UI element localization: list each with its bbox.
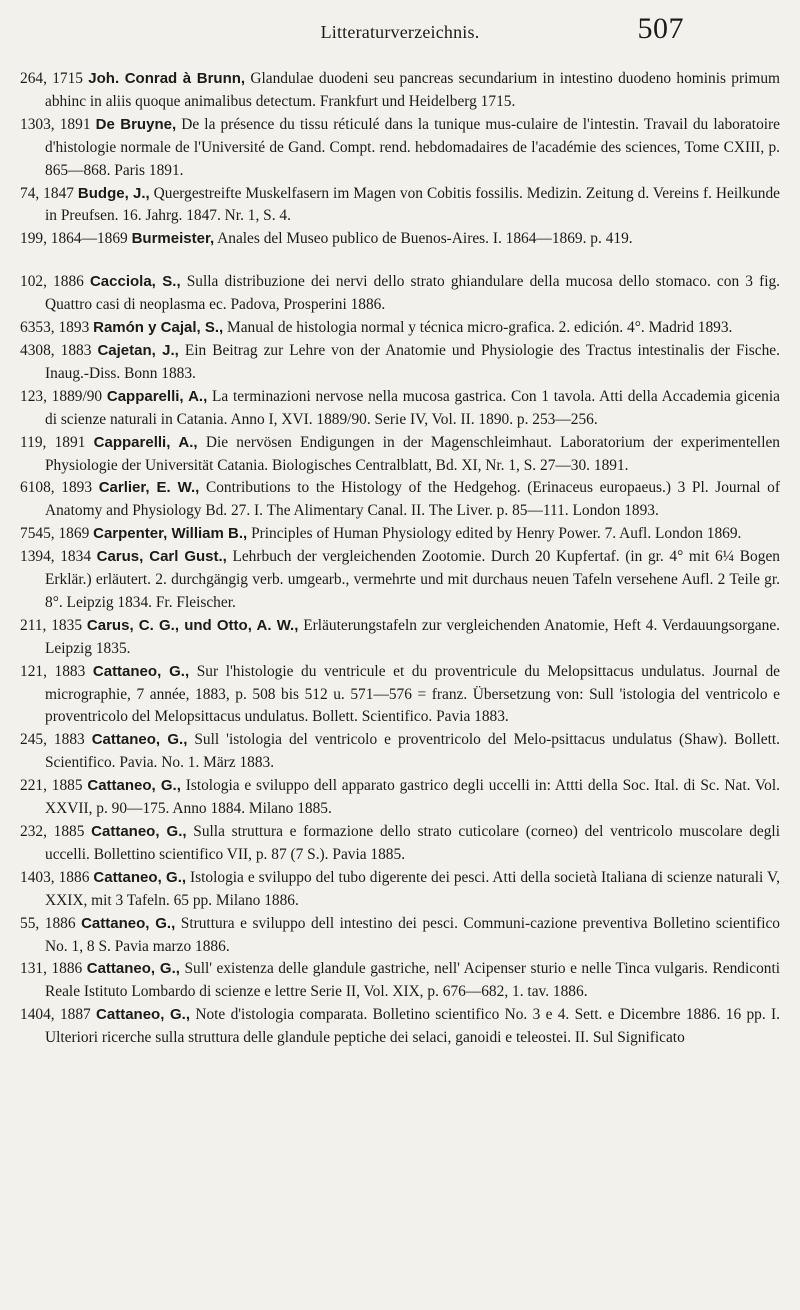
entry-reference: 4308, 1883 bbox=[20, 341, 92, 359]
entry-reference: 245, 1883 bbox=[20, 731, 85, 749]
running-head bbox=[0, 8, 800, 48]
entry-author: Cattaneo, G., bbox=[87, 777, 181, 795]
entry-text: Note d'istologia comparata. Bolletino scientifico No. 3 e 4. Sett. e Dicembre 1886. 16 pp. I. Ulteriori ricerche sulla struttura delle glandule peptiche dei selaci, ganoidi e teleostei. II. Sul Significato bbox=[45, 1006, 780, 1047]
bibliography-entry bbox=[20, 821, 780, 867]
bibliography-entry bbox=[20, 1004, 780, 1050]
entry-author: Joh. Conrad à Brunn, bbox=[88, 70, 246, 87]
entry-text: Manual de histologia normal y técnica micro-grafica. 2. edición. 4°. Madrid 1893. bbox=[227, 319, 733, 337]
bibliography-entry bbox=[20, 615, 780, 661]
entry-text: Istologia e sviluppo dell apparato gastrico degli uccelli in: Attti della Soc. Ital. di Sc. Nat. Vol. XXVII, p. 90—175. Anno 1884. Milano 1885. bbox=[45, 777, 780, 818]
bibliography-entry bbox=[20, 183, 780, 229]
bibliography-entry bbox=[20, 317, 780, 340]
entry-text: Contributions to the Histology of the Hedgehog. (Erinaceus europaeus.) 3 Pl. Journal of Anatomy and Physiology Bd. 27. I. The Alimentary Canal. II. The Liver. p. 85—111. London 1893. bbox=[45, 479, 780, 520]
entry-text: Istologia e sviluppo del tubo digerente dei pesci. Atti della società Italiana di scienze naturali V, XXIX, mit 3 Tafeln. 65 pp. Milano 1886. bbox=[45, 868, 780, 909]
entry-text: La terminazioni nervose nella mucosa gastrica. Con 1 tavola. Atti della Accademia gicenia di scienze naturali in Catania. Anno I, XVI. 1889/90. Serie IV, Vol. II. 1890. p. 253—256. bbox=[45, 387, 780, 428]
entry-reference: 6353, 1893 bbox=[20, 319, 90, 337]
entry-author: Ramón y Cajal, S., bbox=[93, 319, 224, 337]
entry-reference: 232, 1885 bbox=[20, 823, 85, 840]
entry-text: Sur l'histologie du ventricule et du proventricule du Melopsittacus undulatus. Journal de micrographie, 7 année, 1883, p. 508 bis 512 u. 571—576 = franz. Übersetzung von: Sull 'istologia del ventricolo e proventricolo del Melopsittacus undulatus. Bollett. Scientifico. Pavia 1883. bbox=[45, 662, 780, 726]
entry-reference: 119, 1891 bbox=[20, 433, 86, 451]
entry-author: Cajetan, J., bbox=[97, 341, 179, 359]
entry-reference: 6108, 1893 bbox=[20, 479, 93, 497]
bibliography-entry bbox=[20, 958, 780, 1004]
entry-reference: 131, 1886 bbox=[20, 960, 83, 978]
entry-text: De la présence du tissu réticulé dans la tunique mus-culaire de l'intestin. Travail du laboratoire d'histologie normale de l'Université de Gand. Compt. rend. hebdomadaires de l'académie des sciences, Tome CXIII, p. 865—868. Paris 1891. bbox=[45, 115, 780, 179]
bibliography-entry bbox=[20, 913, 780, 959]
bibliography-entry bbox=[20, 68, 780, 114]
entry-author: Cattaneo, G., bbox=[81, 914, 176, 932]
entry-text: Sull 'istologia del ventricolo e proventricolo del Melo-psittacus undulatus (Shaw). Bollett. Scientifico. Pavia. No. 1. März 1883. bbox=[45, 731, 780, 772]
entry-reference: 74, 1847 bbox=[20, 184, 74, 202]
entry-author: Cattaneo, G., bbox=[91, 731, 188, 749]
entry-text: Principles of Human Physiology edited by Henry Power. 7. Aufl. London 1869. bbox=[251, 525, 742, 543]
entry-author: De Bruyne, bbox=[95, 115, 177, 133]
entry-author: Cattaneo, G., bbox=[92, 662, 190, 680]
entry-reference: 1303, 1891 bbox=[20, 115, 91, 133]
entry-author: Capparelli, A., bbox=[93, 433, 198, 451]
entry-text: Erläuterungstafeln zur vergleichenden Anatomie, Heft 4. Verdauungsorgane. Leipzig 1835. bbox=[45, 616, 781, 657]
entry-reference: 199, 1864—1869 bbox=[20, 230, 128, 248]
entry-author: Cattaneo, G., bbox=[93, 868, 187, 886]
bibliography-entry bbox=[20, 114, 780, 183]
running-title: Litteraturverzeichnis. bbox=[320, 22, 480, 42]
entry-text: Anales del Museo publico de Buenos-Aires. I. 1864—1869. p. 419. bbox=[217, 230, 633, 248]
entry-reference: 102, 1886 bbox=[20, 273, 84, 291]
entry-text: Struttura e sviluppo dell intestino dei pesci. Communi-cazione preventiva Bolletino scientifico No. 1, 8 S. Pavia marzo 1886. bbox=[45, 914, 780, 955]
bibliography-entry bbox=[20, 546, 780, 615]
entry-author: Carus, Carl Gust., bbox=[96, 548, 227, 566]
entry-author: Burmeister, bbox=[131, 230, 215, 248]
entry-text: Sull' existenza delle glandule gastriche, nell' Acipenser sturio e nelle Tinca vulgaris. Rendiconti Reale Istituto Lombardo di scienze e lettre Serie II, Vol. XIX, p. 676—682, 1. tav. 1886. bbox=[45, 960, 781, 1001]
bibliography-entry bbox=[20, 775, 780, 821]
entry-author: Cattaneo, G., bbox=[91, 823, 187, 840]
entry-text: Lehrbuch der vergleichenden Zootomie. Durch 20 Kupfertaf. (in gr. 4° mit 6¼ Bogen Erklär.) erläutert. 2. durchgängig verb. umgearb., vermehrte und mit durchaus neuen Tafeln versehene Aufl. 2 Teile gr. 8°. Leipzig 1834. Fr. Fleischer. bbox=[45, 548, 780, 611]
entry-author: Cattaneo, G., bbox=[86, 960, 180, 978]
entry-text: Sulla struttura e formazione dello strato cuticolare (corneo) del ventricolo muscolare degli uccelli. Bollettino scientifico VII, p. 87 (7 S.). Pavia 1885. bbox=[45, 823, 780, 863]
entry-author: Carpenter, William B., bbox=[93, 525, 248, 543]
entry-author: Budge, J., bbox=[77, 184, 150, 202]
bibliography-entry bbox=[20, 477, 780, 523]
entry-author: Capparelli, A., bbox=[106, 387, 208, 405]
entry-reference: 221, 1885 bbox=[20, 777, 83, 795]
entry-text: Ein Beitrag zur Lehre von der Anatomie und Physiologie des Tractus intestinalis der Fische. Inaug.-Diss. Bonn 1883. bbox=[45, 341, 780, 382]
bibliography-list bbox=[20, 68, 780, 1050]
entry-text: Quergestreifte Muskelfasern im Magen von Cobitis fossilis. Medizin. Zeitung d. Vereins f. Heilkunde in Preufsen. 16. Jahrg. 1847. Nr. 1, S. 4. bbox=[45, 184, 780, 225]
entry-reference: 55, 1886 bbox=[20, 914, 76, 932]
entry-reference: 1404, 1887 bbox=[20, 1006, 91, 1024]
entry-text: Glandulae duodeni seu pancreas secundarium in intestino duodeno hominis primum abhinc in aliis quoque animalibus detectum. Frankfurt und Heidelberg 1715. bbox=[45, 70, 780, 110]
entry-author: Cattaneo, G., bbox=[96, 1006, 191, 1024]
entry-author: Carlier, E. W., bbox=[98, 479, 200, 497]
entry-text: Die nervösen Endigungen in der Magenschleimhaut. Laboratorium der experimentellen Physiologie der Universität Catania. Biologisches Centralblatt, Bd. XI, Nr. 1, S. 27—30. 1891. bbox=[45, 433, 780, 474]
bibliography-entry bbox=[20, 386, 780, 432]
entry-reference: 123, 1889/90 bbox=[20, 387, 103, 405]
bibliography-entry bbox=[20, 523, 780, 546]
entry-text: Sulla distribuzione dei nervi dello strato ghiandulare della mucosa dello stomaco. con 3 fig. Quattro casi di neoplasma ec. Padova, Prosperini 1886. bbox=[45, 273, 781, 314]
bibliography-entry bbox=[20, 340, 780, 386]
bibliography-entry bbox=[20, 867, 780, 913]
entry-author: Cacciola, S., bbox=[89, 273, 181, 291]
entry-author: Carus, C. G., und Otto, A. W., bbox=[86, 616, 299, 634]
bibliography-entry bbox=[20, 432, 780, 478]
entry-reference: 1403, 1886 bbox=[20, 868, 90, 886]
bibliography-entry bbox=[20, 729, 780, 775]
bibliography-entry bbox=[20, 228, 780, 251]
entry-reference: 264, 1715 bbox=[20, 70, 83, 87]
entry-reference: 211, 1835 bbox=[20, 616, 83, 634]
bibliography-entry bbox=[20, 271, 780, 317]
bibliography-entry bbox=[20, 661, 780, 730]
entry-reference: 121, 1883 bbox=[20, 662, 86, 680]
page-number: 507 bbox=[637, 12, 684, 45]
entry-reference: 1394, 1834 bbox=[20, 548, 92, 566]
entry-reference: 7545, 1869 bbox=[20, 525, 90, 543]
